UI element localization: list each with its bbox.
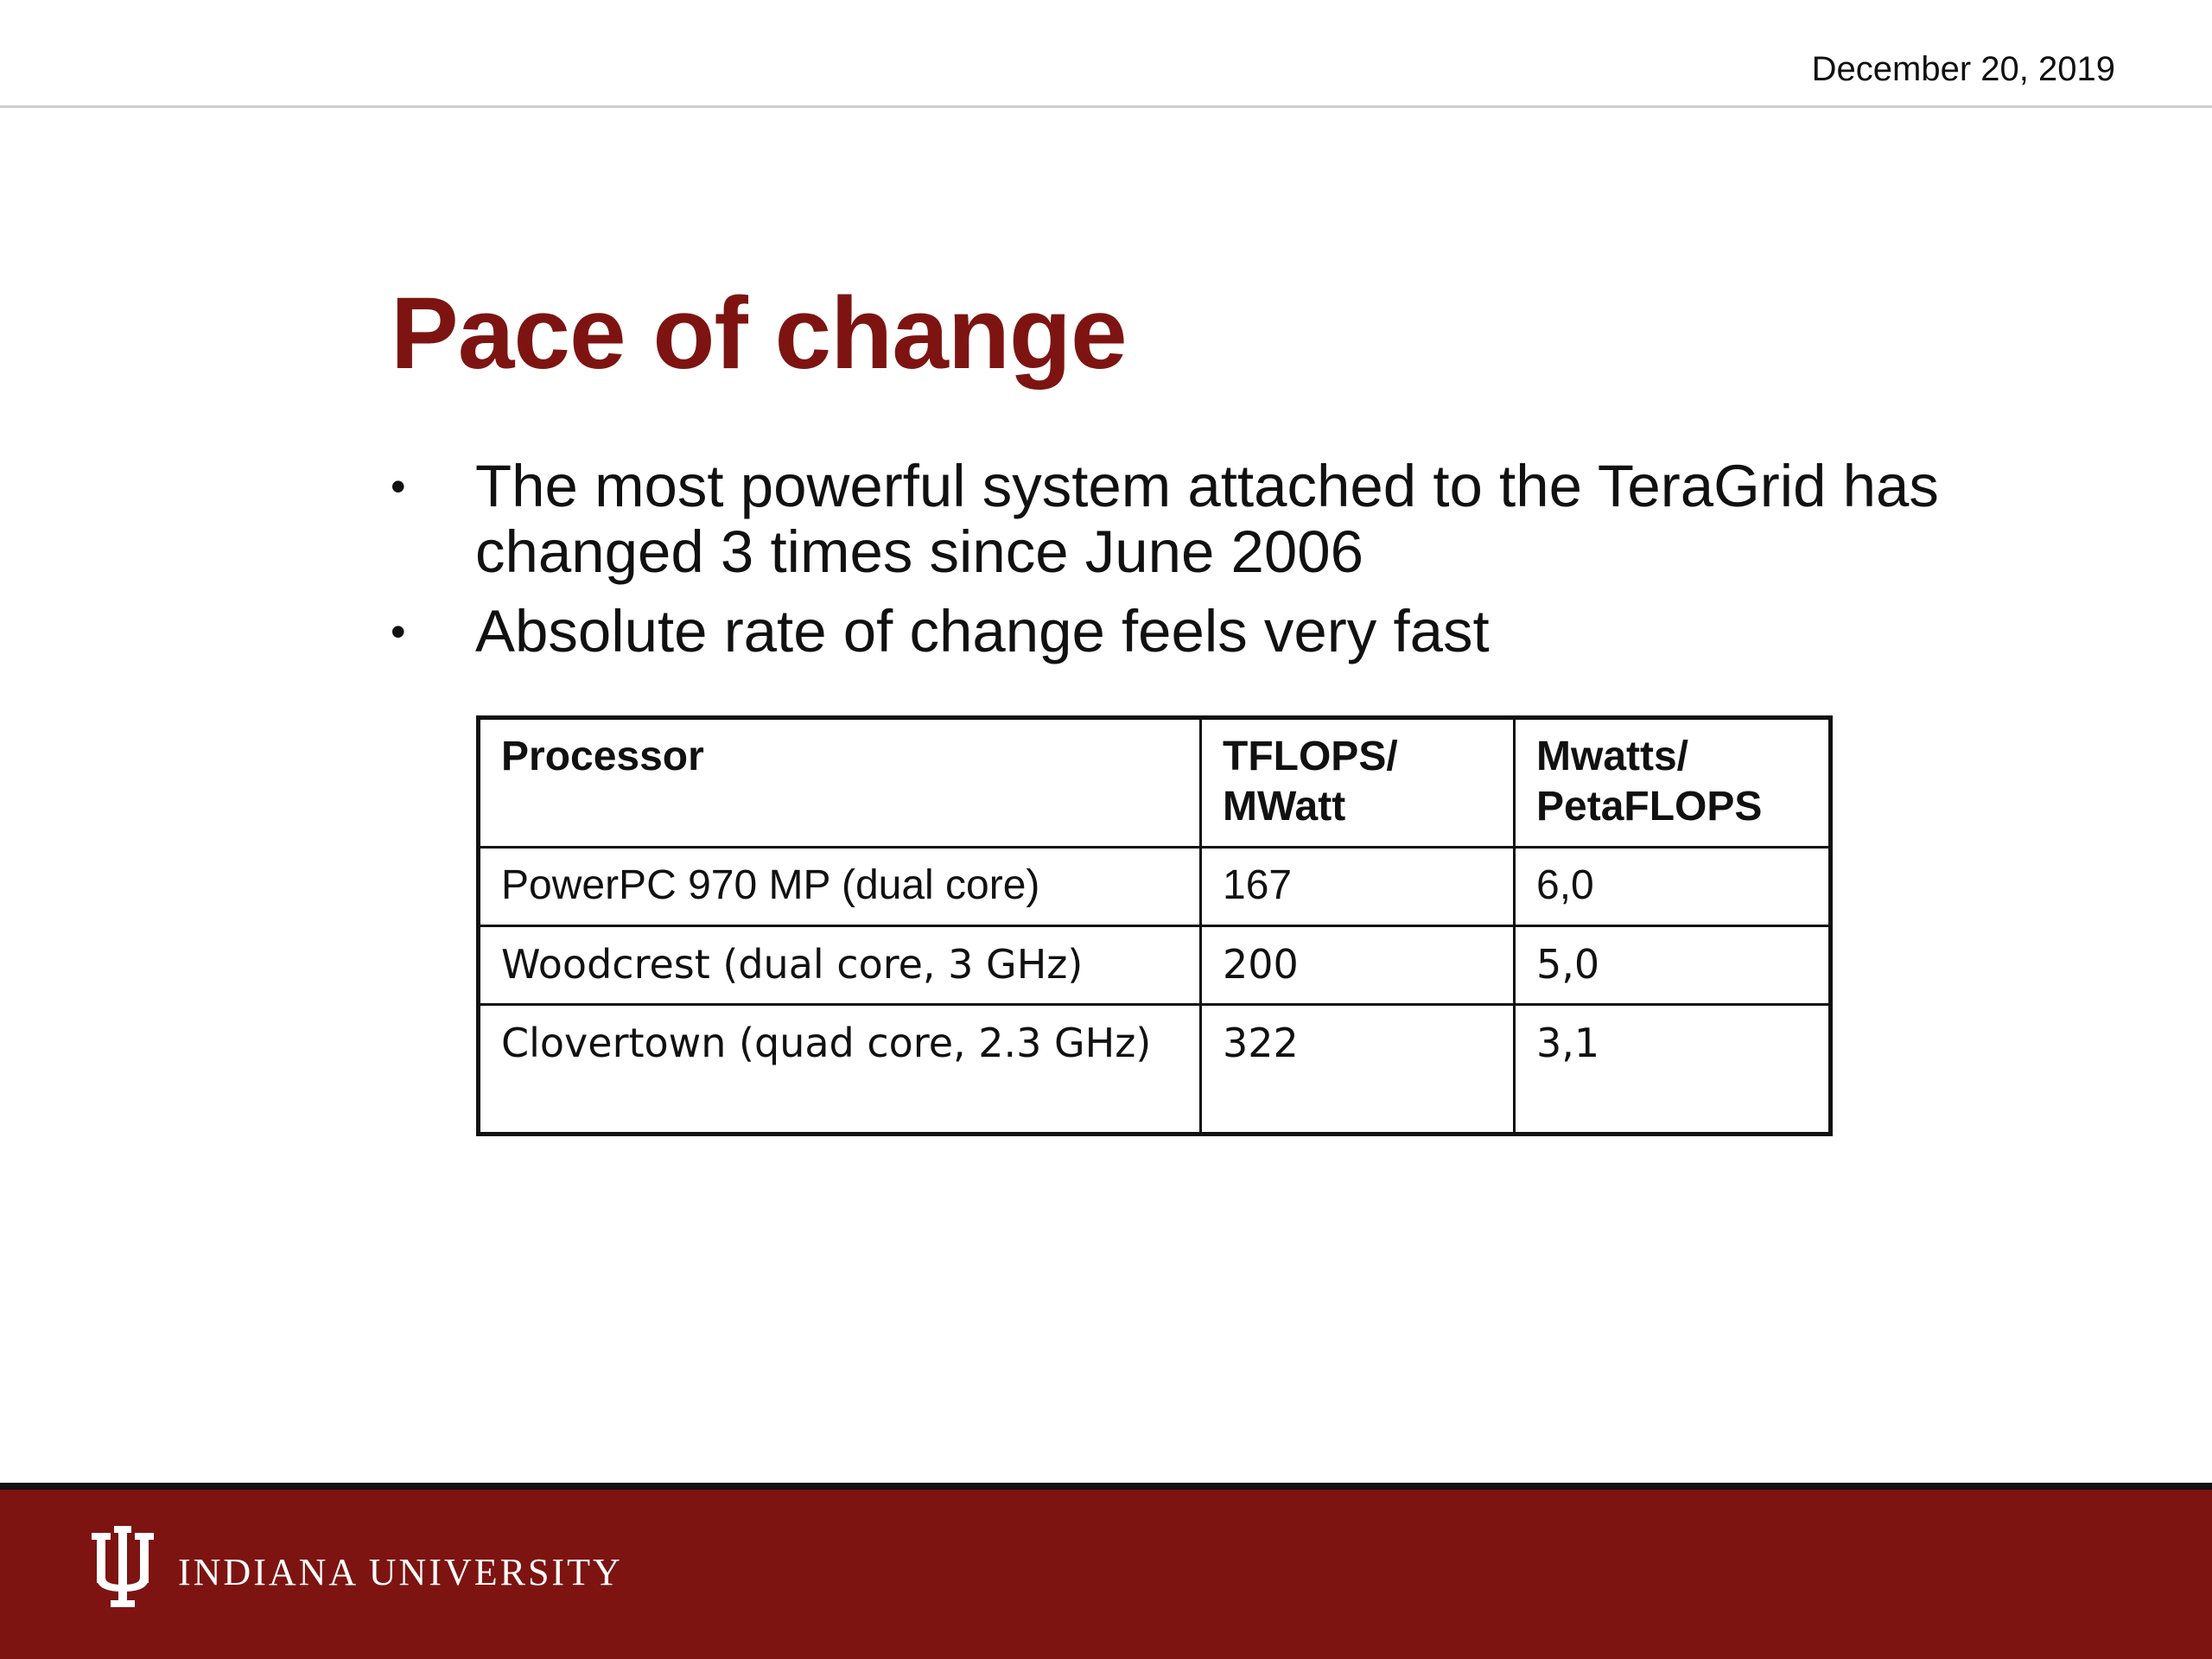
processor-cell: Clovertown (quad core, 2.3 GHz) <box>479 1005 1201 1135</box>
tflops-cell: 167 <box>1201 848 1515 926</box>
table-row <box>479 848 1831 926</box>
bullet-item <box>391 599 2032 664</box>
mwatts-cell: 6,0 <box>1515 848 1831 926</box>
bullet-icon: • <box>391 462 406 511</box>
bullet-list <box>391 454 2032 678</box>
header-divider <box>0 105 2212 108</box>
header-tflops-per-mwatt: TFLOPS/ MWatt <box>1201 718 1515 848</box>
mwatts-cell: 3,1 <box>1515 1005 1831 1135</box>
processor-cell: Woodcrest (dual core, 3 GHz) <box>479 926 1201 1005</box>
bullet-item <box>391 454 2032 585</box>
table-header-row <box>479 718 1831 848</box>
header-mwatts-per-petaflops: Mwatts/ PetaFLOPS <box>1515 718 1831 848</box>
table-row <box>479 1005 1831 1135</box>
bullet-icon: • <box>391 607 406 656</box>
mwatts-cell: 5,0 <box>1515 926 1831 1005</box>
processor-cell: PowerPC 970 MP (dual core) <box>479 848 1201 926</box>
slide-title: Pace of change <box>391 276 1127 391</box>
tflops-cell: 200 <box>1201 926 1515 1005</box>
bullet-text: The most powerful system attached to the TeraGrid has changed 3 times since June 2006 <box>475 453 1939 585</box>
footer-divider <box>0 1483 2212 1490</box>
tflops-cell: 322 <box>1201 1005 1515 1135</box>
processor-table <box>476 715 1833 1136</box>
iu-trident-logo-icon <box>90 1526 156 1612</box>
bullet-text: Absolute rate of change feels very fast <box>475 598 1490 664</box>
date-label: December 20, 2019 <box>1811 50 2115 88</box>
footer-bar <box>0 1490 2212 1659</box>
university-wordmark: INDIANA UNIVERSITY <box>178 1551 623 1593</box>
processor-table-container <box>476 715 1833 1136</box>
header-processor: Processor <box>479 718 1201 848</box>
table-row <box>479 926 1831 1005</box>
